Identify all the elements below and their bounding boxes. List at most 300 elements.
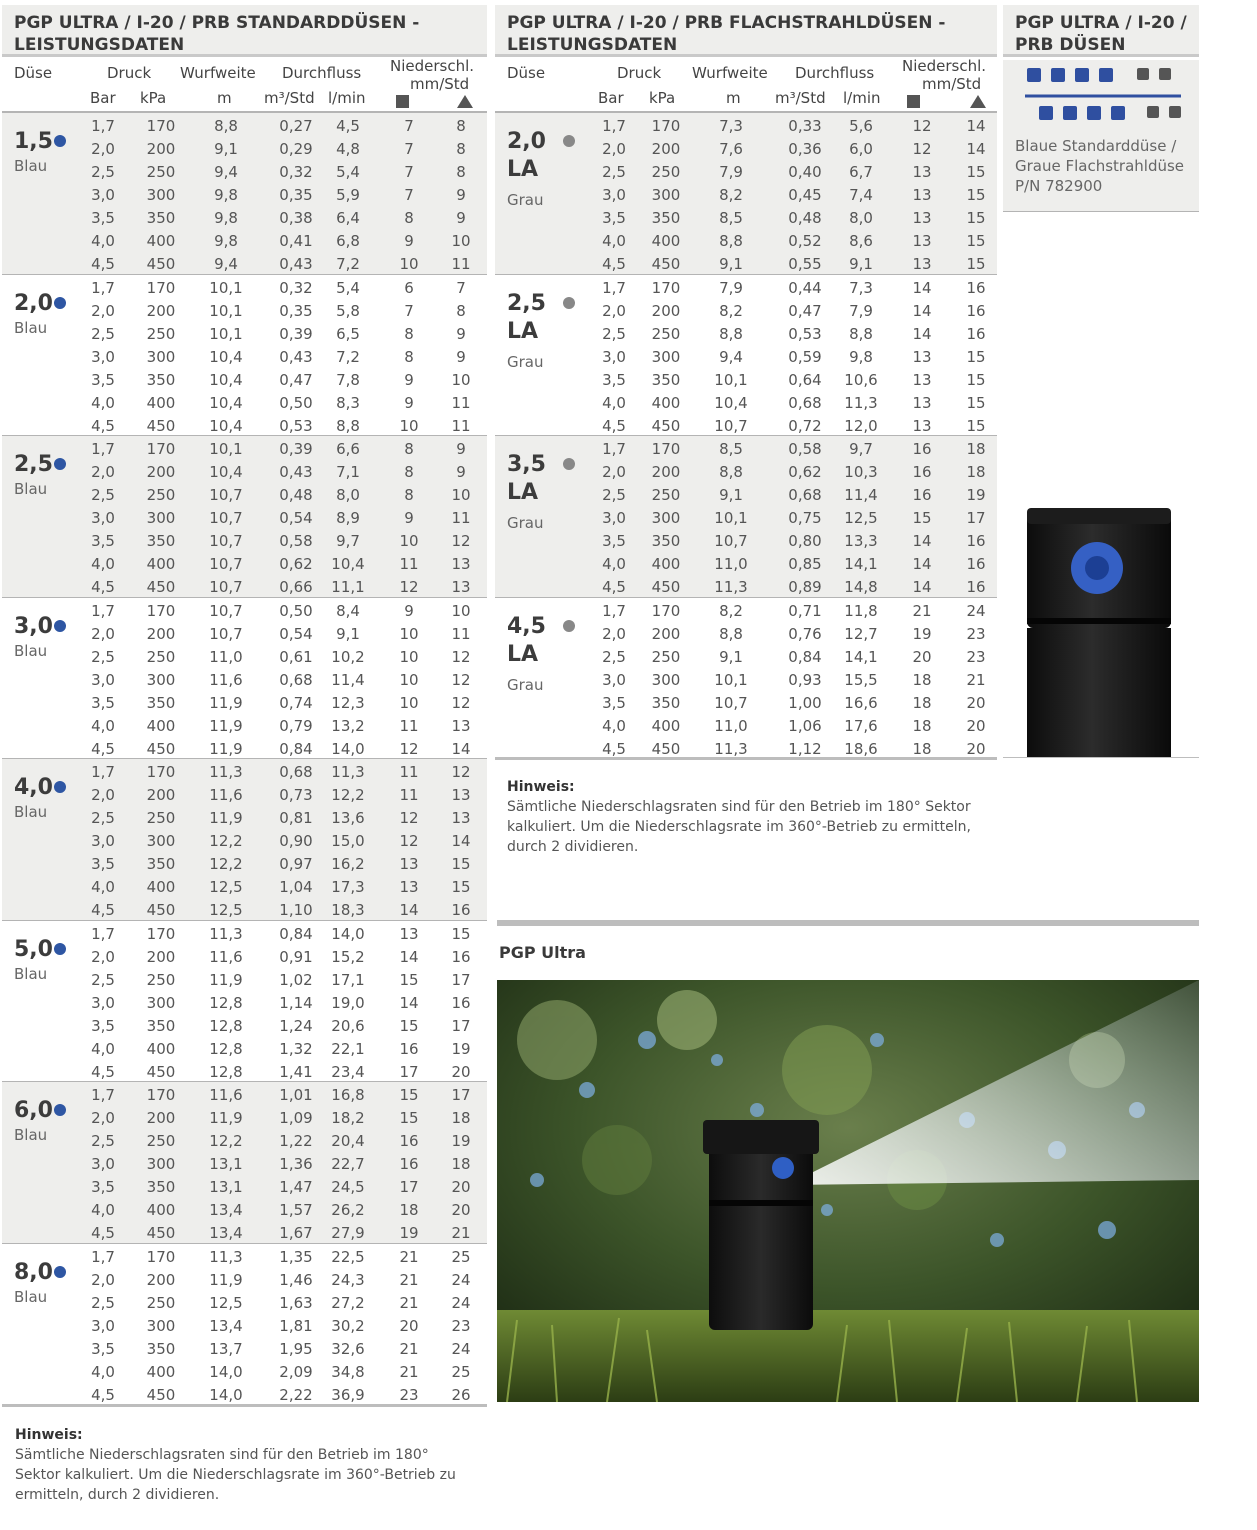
data-cell: 12 bbox=[399, 578, 419, 596]
data-row bbox=[2, 391, 487, 414]
data-cell: 3,5 bbox=[91, 1016, 115, 1035]
data-cell: 11,3 bbox=[209, 1247, 243, 1266]
data-cell: 8 bbox=[404, 463, 414, 481]
data-cell: 200 bbox=[651, 463, 681, 481]
data-cell: 0,89 bbox=[788, 578, 822, 596]
data-cell: 2,0 bbox=[91, 301, 115, 320]
data-row bbox=[2, 1245, 487, 1268]
data-cell: 3,0 bbox=[91, 186, 115, 204]
data-cell: 2,5 bbox=[91, 647, 115, 666]
nozzle-color-name: Grau bbox=[507, 352, 544, 371]
data-cell: 16 bbox=[451, 947, 471, 966]
data-row bbox=[2, 229, 487, 252]
nozzle-color-name: Grau bbox=[507, 514, 544, 532]
data-cell: 8,8 bbox=[214, 117, 238, 135]
data-row bbox=[2, 691, 487, 714]
nozzle-block bbox=[2, 435, 487, 597]
data-cell: 17,1 bbox=[331, 970, 365, 989]
data-cell: 7 bbox=[404, 117, 414, 135]
data-cell: 12,5 bbox=[209, 1293, 243, 1312]
data-cell: 9 bbox=[404, 370, 414, 389]
data-cell: 0,59 bbox=[788, 347, 822, 366]
data-cell: 2,0 bbox=[91, 947, 115, 966]
data-cell: 3,5 bbox=[91, 693, 115, 712]
data-cell: 16 bbox=[966, 532, 986, 550]
data-cell: 9,1 bbox=[849, 255, 873, 273]
data-cell: 13,4 bbox=[209, 1201, 243, 1219]
data-cell: 4,5 bbox=[91, 255, 115, 273]
data-cell: 24 bbox=[451, 1339, 471, 1358]
data-cell: 0,75 bbox=[788, 509, 822, 527]
data-cell: 13 bbox=[912, 163, 932, 181]
data-cell: 12,2 bbox=[209, 1132, 243, 1150]
data-cell: 170 bbox=[651, 440, 681, 458]
data-cell: 350 bbox=[146, 532, 176, 550]
data-cell: 9 bbox=[404, 509, 414, 527]
data-cell: 10,7 bbox=[209, 578, 243, 596]
data-cell: 9,4 bbox=[719, 347, 743, 366]
nozzle-size-label: 8,0 bbox=[14, 1259, 53, 1285]
data-cell: 0,43 bbox=[279, 463, 313, 481]
data-cell: 0,66 bbox=[279, 578, 313, 596]
mid-title-line2: LEISTUNGSDATEN bbox=[507, 35, 678, 55]
nozzle-size-label: 4,0 bbox=[14, 775, 53, 800]
data-cell: 11 bbox=[399, 716, 419, 735]
data-cell: 1,10 bbox=[279, 901, 313, 919]
data-cell: 18 bbox=[451, 1155, 471, 1173]
data-row bbox=[495, 368, 997, 391]
data-cell: 250 bbox=[651, 647, 681, 666]
data-cell: 4,5 bbox=[91, 1062, 115, 1081]
data-cell: 350 bbox=[146, 209, 176, 227]
data-cell: 14 bbox=[912, 278, 932, 297]
data-cell: 12,5 bbox=[209, 878, 243, 896]
data-cell: 3,5 bbox=[91, 370, 115, 389]
data-cell: 13 bbox=[399, 855, 419, 873]
data-cell: 1,7 bbox=[602, 601, 626, 620]
data-cell: 300 bbox=[146, 832, 176, 850]
data-cell: 15 bbox=[451, 878, 471, 896]
nozzle-block bbox=[2, 112, 487, 274]
mid-hdr-durchfluss: Durchfluss bbox=[795, 64, 875, 82]
nozzle-size-label: 2,5 bbox=[14, 452, 53, 477]
data-cell: 200 bbox=[146, 301, 176, 320]
data-cell: 12 bbox=[399, 739, 419, 758]
square-icon bbox=[396, 94, 409, 112]
data-cell: 300 bbox=[146, 993, 176, 1012]
data-cell: 10 bbox=[399, 416, 419, 435]
data-cell: 15 bbox=[966, 370, 986, 389]
sprinkler-head-graphic bbox=[1003, 500, 1199, 757]
data-cell: 11,9 bbox=[209, 809, 243, 827]
data-cell: 8,2 bbox=[719, 601, 743, 620]
data-cell: 2,5 bbox=[91, 1132, 115, 1150]
data-cell: 17 bbox=[451, 1086, 471, 1104]
data-cell: 20 bbox=[966, 693, 986, 712]
data-cell: 13 bbox=[912, 255, 932, 273]
data-cell: 12 bbox=[451, 763, 471, 781]
data-row bbox=[2, 1060, 487, 1083]
data-cell: 3,5 bbox=[602, 209, 626, 227]
data-row bbox=[2, 852, 487, 875]
mid-hdr-m3std: m³/Std bbox=[775, 89, 826, 107]
data-cell: 400 bbox=[651, 716, 681, 735]
data-cell: 0,68 bbox=[279, 670, 313, 689]
data-cell: 250 bbox=[146, 163, 176, 181]
data-cell: 10,4 bbox=[331, 555, 365, 573]
data-row bbox=[2, 460, 487, 483]
data-cell: 0,64 bbox=[788, 370, 822, 389]
nozzle-color-name: Blau bbox=[14, 1126, 48, 1144]
data-cell: 16 bbox=[399, 1039, 419, 1058]
data-cell: 14 bbox=[912, 555, 932, 573]
data-cell: 170 bbox=[146, 601, 176, 620]
nozzle-block bbox=[2, 274, 487, 436]
data-cell: 200 bbox=[651, 624, 681, 643]
data-cell: 8,0 bbox=[336, 486, 360, 504]
data-cell: 8,8 bbox=[719, 324, 743, 343]
data-cell: 400 bbox=[651, 555, 681, 573]
data-row bbox=[495, 183, 997, 206]
data-cell: 22,7 bbox=[331, 1155, 365, 1173]
data-cell: 200 bbox=[146, 947, 176, 966]
data-cell: 15 bbox=[966, 186, 986, 204]
data-cell: 20,6 bbox=[331, 1016, 365, 1035]
left-note bbox=[15, 1425, 485, 1505]
nozzle-block bbox=[2, 1081, 487, 1243]
data-row bbox=[495, 345, 997, 368]
data-cell: 4,0 bbox=[602, 555, 626, 573]
data-row bbox=[495, 414, 997, 437]
data-cell: 10,1 bbox=[714, 370, 748, 389]
data-cell: 250 bbox=[651, 163, 681, 181]
data-cell: 15,0 bbox=[331, 832, 365, 850]
data-cell: 4,0 bbox=[91, 1362, 115, 1381]
data-cell: 10 bbox=[399, 532, 419, 550]
data-cell: 8 bbox=[404, 486, 414, 504]
data-cell: 4,5 bbox=[602, 416, 626, 435]
nozzle-size-label: 2,0 bbox=[507, 129, 546, 154]
data-cell: 12,3 bbox=[331, 693, 365, 712]
data-cell: 18 bbox=[912, 670, 932, 689]
data-cell: 0,48 bbox=[279, 486, 313, 504]
data-cell: 27,9 bbox=[331, 1224, 365, 1242]
data-cell: 300 bbox=[146, 347, 176, 366]
data-cell: 19 bbox=[399, 1224, 419, 1242]
data-cell: 3,0 bbox=[91, 832, 115, 850]
data-cell: 400 bbox=[146, 232, 176, 250]
data-cell: 200 bbox=[651, 140, 681, 158]
data-cell: 13,2 bbox=[331, 716, 365, 735]
data-cell: 9,1 bbox=[214, 140, 238, 158]
data-cell: 0,93 bbox=[788, 670, 822, 689]
data-cell: 23 bbox=[966, 624, 986, 643]
data-cell: 3,5 bbox=[602, 532, 626, 550]
data-cell: 8,9 bbox=[336, 509, 360, 527]
mid-hdr-kpa: kPa bbox=[649, 89, 676, 107]
data-cell: 3,0 bbox=[602, 670, 626, 689]
data-cell: 450 bbox=[146, 901, 176, 919]
data-cell: 200 bbox=[146, 786, 176, 804]
data-cell: 0,29 bbox=[279, 140, 313, 158]
data-cell: 11 bbox=[451, 393, 471, 412]
data-cell: 200 bbox=[146, 1270, 176, 1289]
data-cell: 4,5 bbox=[91, 1385, 115, 1404]
data-cell: 15 bbox=[966, 255, 986, 273]
mid-triangle-icon bbox=[970, 94, 986, 112]
data-cell: 0,90 bbox=[279, 832, 313, 850]
data-cell: 7,9 bbox=[719, 163, 743, 181]
data-row bbox=[2, 1037, 487, 1060]
data-cell: 12,2 bbox=[331, 786, 365, 804]
data-cell: 4,0 bbox=[91, 1039, 115, 1058]
data-row bbox=[495, 645, 997, 668]
data-row bbox=[495, 437, 997, 460]
data-cell: 5,4 bbox=[336, 278, 360, 297]
data-row bbox=[2, 1175, 487, 1198]
data-cell: 350 bbox=[146, 693, 176, 712]
data-cell: 9,8 bbox=[849, 347, 873, 366]
data-cell: 6,8 bbox=[336, 232, 360, 250]
nozzle-set-image bbox=[1003, 60, 1199, 212]
data-cell: 450 bbox=[146, 1385, 176, 1404]
data-row bbox=[495, 529, 997, 552]
data-cell: 10,4 bbox=[209, 347, 243, 366]
data-cell: 6,0 bbox=[849, 140, 873, 158]
data-cell: 14 bbox=[912, 301, 932, 320]
data-row bbox=[495, 599, 997, 622]
data-cell: 15 bbox=[912, 509, 932, 527]
data-cell: 13 bbox=[451, 555, 471, 573]
data-cell: 3,5 bbox=[91, 209, 115, 227]
data-row bbox=[2, 206, 487, 229]
data-cell: 15 bbox=[966, 393, 986, 412]
data-cell: 300 bbox=[146, 509, 176, 527]
mid-title-line1: PGP ULTRA / I-20 / PRB FLACHSTRAHLDÜSEN - bbox=[507, 13, 946, 33]
data-cell: 3,0 bbox=[91, 509, 115, 527]
data-cell: 300 bbox=[146, 186, 176, 204]
data-cell: 0,84 bbox=[279, 924, 313, 943]
data-row bbox=[495, 206, 997, 229]
data-row bbox=[495, 229, 997, 252]
data-cell: 10,3 bbox=[844, 463, 878, 481]
data-cell: 200 bbox=[146, 140, 176, 158]
data-cell: 350 bbox=[651, 370, 681, 389]
data-cell: 18 bbox=[966, 463, 986, 481]
data-cell: 10,7 bbox=[209, 555, 243, 573]
data-row bbox=[2, 760, 487, 783]
data-cell: 250 bbox=[146, 486, 176, 504]
data-row bbox=[2, 875, 487, 898]
data-cell: 170 bbox=[651, 601, 681, 620]
data-cell: 12 bbox=[399, 809, 419, 827]
data-cell: 18,2 bbox=[331, 1109, 365, 1127]
data-cell: 13 bbox=[451, 786, 471, 804]
data-cell: 1,7 bbox=[91, 763, 115, 781]
mid-note-line1: Sämtliche Niederschlagsraten sind für den Betrieb im 180° Sektor bbox=[507, 799, 971, 815]
data-cell: 10,1 bbox=[209, 301, 243, 320]
data-cell: 1,7 bbox=[91, 1086, 115, 1104]
data-cell: 3,0 bbox=[91, 993, 115, 1012]
data-cell: 22,1 bbox=[331, 1039, 365, 1058]
data-cell: 24,3 bbox=[331, 1270, 365, 1289]
data-cell: 200 bbox=[651, 301, 681, 320]
data-cell: 3,5 bbox=[602, 693, 626, 712]
data-cell: 10,7 bbox=[209, 601, 243, 620]
data-cell: 300 bbox=[146, 1316, 176, 1335]
data-cell: 13,3 bbox=[844, 532, 878, 550]
data-cell: 11,3 bbox=[714, 739, 748, 758]
nozzle-size-label: 6,0 bbox=[14, 1098, 53, 1123]
data-cell: 25 bbox=[451, 1247, 471, 1266]
data-cell: 2,0 bbox=[91, 463, 115, 481]
data-cell: 21 bbox=[399, 1270, 419, 1289]
data-row bbox=[2, 806, 487, 829]
data-cell: 14,0 bbox=[209, 1385, 243, 1404]
data-cell: 8,5 bbox=[719, 209, 743, 227]
data-cell: 250 bbox=[146, 647, 176, 666]
data-cell: 450 bbox=[146, 739, 176, 758]
data-cell: 34,8 bbox=[331, 1362, 365, 1381]
data-cell: 400 bbox=[146, 878, 176, 896]
data-cell: 18,3 bbox=[331, 901, 365, 919]
hdr-niederschl: Niederschl. bbox=[390, 57, 475, 75]
sprinkler-photo bbox=[497, 980, 1199, 1402]
data-cell: 12,2 bbox=[209, 832, 243, 850]
data-cell: 2,0 bbox=[91, 140, 115, 158]
data-cell: 0,68 bbox=[788, 486, 822, 504]
data-cell: 1,14 bbox=[279, 993, 313, 1012]
data-cell: 1,7 bbox=[602, 440, 626, 458]
data-cell: 16,2 bbox=[331, 855, 365, 873]
data-cell: 15 bbox=[399, 1109, 419, 1127]
data-row bbox=[2, 1268, 487, 1291]
nozzle-color-name: Blau bbox=[14, 803, 48, 821]
data-cell: 1,32 bbox=[279, 1039, 313, 1058]
data-cell: 11,0 bbox=[714, 716, 748, 735]
data-row bbox=[2, 276, 487, 299]
data-cell: 5,8 bbox=[336, 301, 360, 320]
data-cell: 11,8 bbox=[844, 601, 878, 620]
data-cell: 11 bbox=[399, 555, 419, 573]
data-cell: 400 bbox=[146, 393, 176, 412]
data-cell: 21 bbox=[451, 1224, 471, 1242]
data-cell: 0,40 bbox=[788, 163, 822, 181]
data-cell: 0,38 bbox=[279, 209, 313, 227]
nozzle-block bbox=[2, 597, 487, 759]
data-cell: 8,8 bbox=[336, 416, 360, 435]
data-cell: 3,0 bbox=[602, 186, 626, 204]
data-cell: 19 bbox=[451, 1039, 471, 1058]
data-cell: 8,2 bbox=[719, 301, 743, 320]
nozzle-size-label: 3,5 bbox=[507, 452, 546, 477]
data-cell: 1,95 bbox=[279, 1339, 313, 1358]
data-row bbox=[495, 691, 997, 714]
data-cell: 19 bbox=[912, 624, 932, 643]
right-title-line2: PRB DÜSEN bbox=[1015, 35, 1126, 55]
data-cell: 13 bbox=[912, 209, 932, 227]
data-cell: 10 bbox=[399, 693, 419, 712]
left-table-bottom-rule bbox=[2, 1404, 487, 1407]
data-cell: 5,9 bbox=[336, 186, 360, 204]
left-title-line1: PGP ULTRA / I-20 / PRB STANDARDDÜSEN - bbox=[14, 13, 420, 33]
nozzle-la-label: LA bbox=[507, 480, 539, 505]
data-cell: 15,5 bbox=[844, 670, 878, 689]
hdr-druck: Druck bbox=[107, 64, 152, 82]
data-cell: 11,6 bbox=[209, 1086, 243, 1104]
data-cell: 15 bbox=[399, 970, 419, 989]
data-cell: 0,76 bbox=[788, 624, 822, 643]
data-cell: 1,09 bbox=[279, 1109, 313, 1127]
data-cell: 0,45 bbox=[788, 186, 822, 204]
data-cell: 7 bbox=[404, 186, 414, 204]
data-cell: 16 bbox=[966, 278, 986, 297]
data-cell: 11,3 bbox=[209, 763, 243, 781]
data-cell: 0,62 bbox=[279, 555, 313, 573]
data-cell: 170 bbox=[146, 278, 176, 297]
data-cell: 2,5 bbox=[91, 163, 115, 181]
data-cell: 10,2 bbox=[331, 647, 365, 666]
data-row bbox=[2, 714, 487, 737]
data-cell: 16 bbox=[912, 440, 932, 458]
data-cell: 1,06 bbox=[788, 716, 822, 735]
data-cell: 1,7 bbox=[602, 117, 626, 135]
data-cell: 16 bbox=[451, 901, 471, 919]
data-row bbox=[2, 1152, 487, 1175]
hdr-kpa: kPa bbox=[140, 89, 167, 107]
data-cell: 16 bbox=[912, 486, 932, 504]
data-cell: 14 bbox=[399, 947, 419, 966]
data-cell: 15 bbox=[399, 1086, 419, 1104]
data-cell: 0,48 bbox=[788, 209, 822, 227]
data-cell: 3,5 bbox=[91, 1339, 115, 1358]
data-cell: 13 bbox=[912, 416, 932, 435]
data-row bbox=[2, 737, 487, 760]
data-cell: 11,3 bbox=[331, 763, 365, 781]
data-cell: 3,5 bbox=[91, 855, 115, 873]
data-cell: 10,7 bbox=[209, 532, 243, 550]
data-cell: 10 bbox=[399, 647, 419, 666]
data-cell: 10,1 bbox=[209, 440, 243, 458]
nozzle-la-label: LA bbox=[507, 641, 539, 667]
data-cell: 12,0 bbox=[844, 416, 878, 435]
data-row bbox=[2, 668, 487, 691]
data-row bbox=[2, 1337, 487, 1360]
data-cell: 23 bbox=[451, 1316, 471, 1335]
data-cell: 4,0 bbox=[602, 232, 626, 250]
data-row bbox=[2, 968, 487, 991]
data-cell: 450 bbox=[651, 255, 681, 273]
left-note-line1: Sämtliche Niederschlagsraten sind für den Betrieb im 180° bbox=[15, 1447, 429, 1463]
data-cell: 13,7 bbox=[209, 1339, 243, 1358]
data-cell: 0,41 bbox=[279, 232, 313, 250]
data-row bbox=[2, 1221, 487, 1244]
data-cell: 400 bbox=[146, 1039, 176, 1058]
data-cell: 13 bbox=[399, 924, 419, 943]
data-cell: 1,00 bbox=[788, 693, 822, 712]
data-cell: 300 bbox=[146, 670, 176, 689]
data-cell: 9,8 bbox=[214, 186, 238, 204]
data-cell: 9,4 bbox=[214, 255, 238, 273]
data-cell: 14 bbox=[966, 140, 986, 158]
data-cell: 170 bbox=[651, 117, 681, 135]
data-cell: 14 bbox=[451, 739, 471, 758]
data-cell: 1,12 bbox=[788, 739, 822, 758]
photo-caption: PGP Ultra bbox=[499, 943, 586, 962]
data-cell: 17 bbox=[399, 1062, 419, 1081]
nozzle-size-label: 4,5 bbox=[507, 613, 546, 639]
data-cell: 7 bbox=[404, 140, 414, 158]
